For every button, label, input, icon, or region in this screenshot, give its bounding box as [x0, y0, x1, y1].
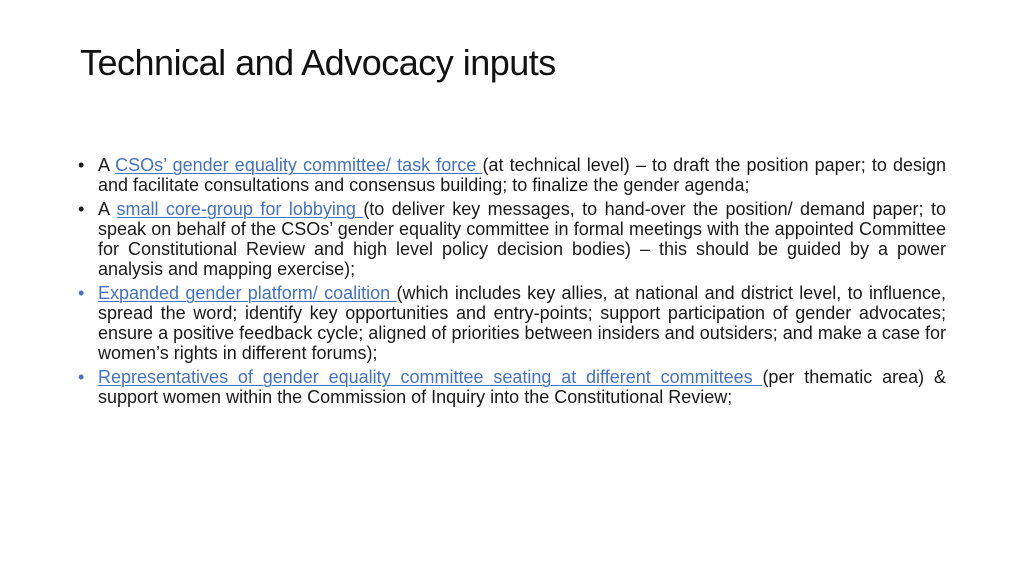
slide-title: Technical and Advocacy inputs	[80, 42, 556, 83]
bullet-item-core-group	[78, 199, 946, 279]
bullet-list	[78, 155, 946, 411]
bullet-marker: •	[78, 367, 85, 387]
bullet-marker: •	[78, 283, 85, 303]
bullet-marker: •	[78, 155, 85, 175]
bullet-item-task-force	[78, 155, 946, 195]
bullet-body-text: (to deliver key messages, to hand-over the position/ demand paper; to speak on behalf of the CSOs’ gender equality committee in formal meetings with the appointed Committee for Constitutional Review and high level policy decision bodies) – this should be guided by a power analysis and mapping exercise);	[98, 199, 946, 279]
bullet-body-text: (at technical level) – to draft the position paper; to design and facilitate consultations and consensus building; to finalize the gender agenda;	[98, 155, 947, 195]
link-core-group[interactable]: small core-group for lobbying	[116, 199, 364, 219]
bullet-marker: •	[78, 199, 85, 219]
bullet-lead-text: A	[98, 199, 117, 219]
bullet-item-representatives	[78, 367, 946, 407]
bullet-lead-text: A	[98, 155, 116, 175]
link-gender-platform[interactable]: Expanded gender platform/ coalition	[98, 283, 397, 303]
bullet-body-text: (which includes key allies, at national and district level, to influence, spread the word; identify key opportunities and entry-points; support participation of gender advocates; ensure a positive feedback cycle; aligned of priorities between insiders and outsiders; and make a case for women’s rights in different forums);	[98, 283, 946, 363]
bullet-body-text: (per thematic area) & support women within the Commission of Inquiry into the Constitutional Review;	[98, 367, 946, 407]
link-representatives[interactable]: Representatives of gender equality committee seating at different committees	[98, 367, 763, 387]
link-task-force[interactable]: CSOs’ gender equality committee/ task force	[115, 155, 483, 175]
bullet-item-gender-platform	[78, 283, 946, 363]
